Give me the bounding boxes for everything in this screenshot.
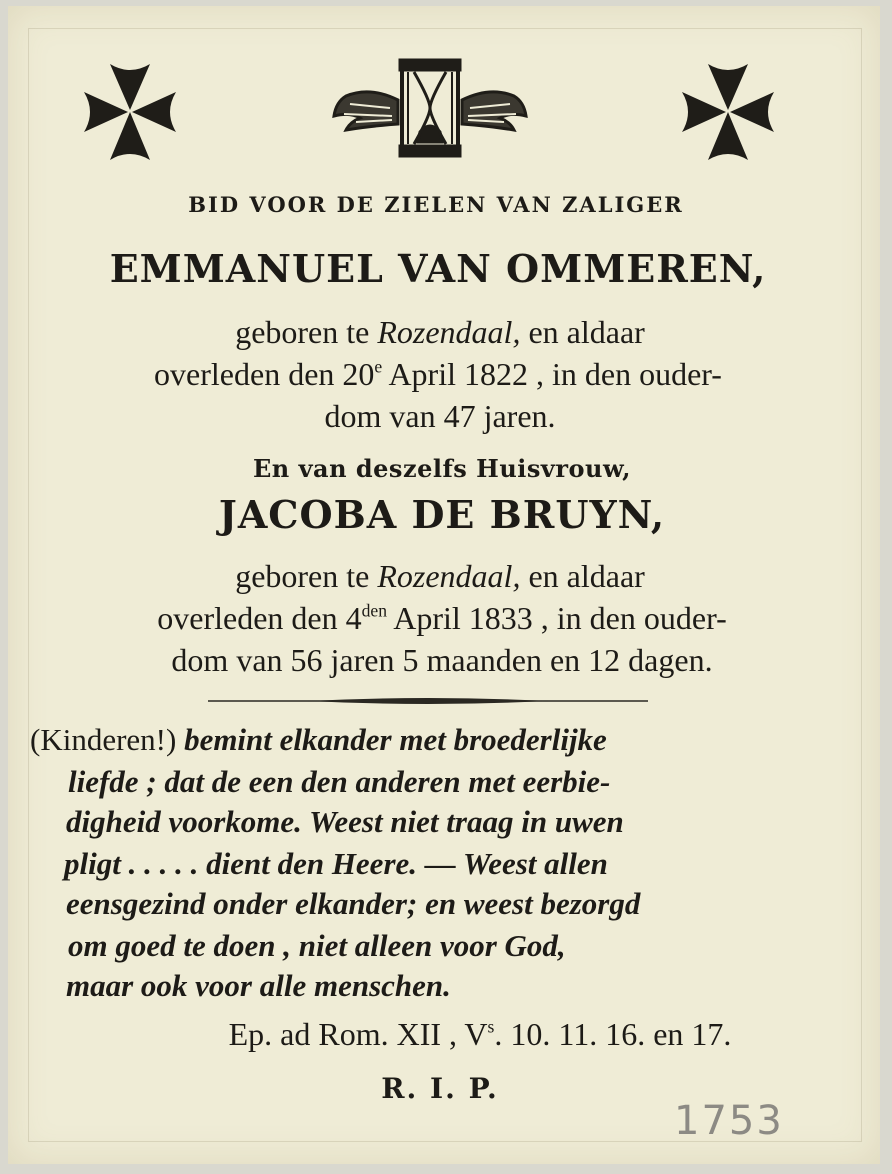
death-line-2 xyxy=(6,600,878,637)
invocation-heading: BID VOOR DE ZIELEN VAN ZALIGER xyxy=(188,192,684,217)
memorial-card xyxy=(8,6,880,1164)
exhortation-text-7: maar ook voor alle menschen. xyxy=(66,968,451,1003)
deceased-name-2-text: JACOBA DE BRUYN xyxy=(218,492,651,537)
scripture-reference-sup: s xyxy=(487,1016,495,1037)
age-line-2: dom van 56 jaren 5 maanden en 12 dagen. xyxy=(171,642,713,678)
birth-place-1: Rozendaal, xyxy=(377,314,521,350)
maltese-cross-icon xyxy=(80,60,180,164)
exhortation-text-3: digheid voorkome. Weest niet traag in uwen xyxy=(66,804,624,839)
deceased-name-1-punct: , xyxy=(752,246,767,291)
death-prefix-1: overleden den 20 xyxy=(154,356,375,392)
handwritten-number: 1753 xyxy=(674,1098,784,1144)
birth-suffix-1: en aldaar xyxy=(520,314,645,350)
exhortation-open: (Kinderen!) xyxy=(30,722,177,757)
deceased-name-1-text: EMMANUEL VAN OMMEREN xyxy=(109,246,753,291)
birth-line-1 xyxy=(4,314,876,351)
deceased-name-2 xyxy=(6,492,878,537)
exhortation-text-6: om goed te doen , niet alleen voor God, xyxy=(68,928,566,963)
scripture-reference xyxy=(44,1016,892,1053)
exhortation-text-4: pligt . . . . . dient den Heere. — Weest allen xyxy=(64,846,608,881)
exhortation-text-5: eensgezind onder elkander; en weest bezorgd xyxy=(66,886,641,921)
exhortation-text-1: bemint elkander met broederlijke xyxy=(184,722,607,757)
scripture-reference-a: Ep. ad Rom. XII , V xyxy=(228,1016,488,1052)
death-rest-1: April 1822 , in den ouder- xyxy=(382,356,722,392)
death-day-suffix-1: e xyxy=(374,356,383,377)
exhortation-line-6 xyxy=(68,928,566,964)
exhortation-line-1 xyxy=(30,722,607,758)
death-line-1 xyxy=(2,356,874,393)
birth-place-2: Rozendaal, xyxy=(377,558,521,594)
death-prefix-2: overleden den 4 xyxy=(157,600,362,636)
exhortation-line-7 xyxy=(66,968,451,1004)
exhortation-line-2 xyxy=(68,764,610,800)
deceased-name-1 xyxy=(2,246,874,291)
spouse-intro: En van deszelfs Huisvrouw, xyxy=(252,454,632,483)
death-day-suffix-2: den xyxy=(361,600,387,621)
age-line-1: dom van 47 jaren. xyxy=(324,398,556,434)
scripture-reference-b: . 10. 11. 16. en 17. xyxy=(494,1016,732,1052)
death-rest-2: April 1833 , in den ouder- xyxy=(387,600,727,636)
rip-inscription: R. I. P. xyxy=(381,1072,499,1105)
birth-suffix-2: en aldaar xyxy=(520,558,645,594)
exhortation-text-2: liefde ; dat de een den anderen met eerbie- xyxy=(68,764,611,799)
exhortation-line-4 xyxy=(64,846,608,882)
birth-prefix-2: geboren te xyxy=(235,558,378,594)
exhortation-line-3 xyxy=(66,804,624,840)
winged-hourglass-icon xyxy=(330,56,530,160)
exhortation-line-5 xyxy=(66,886,640,922)
birth-prefix-1: geboren te xyxy=(235,314,378,350)
maltese-cross-icon xyxy=(678,60,778,164)
birth-line-2 xyxy=(4,558,876,595)
section-divider xyxy=(208,696,648,706)
deceased-name-2-punct: , xyxy=(650,492,666,537)
